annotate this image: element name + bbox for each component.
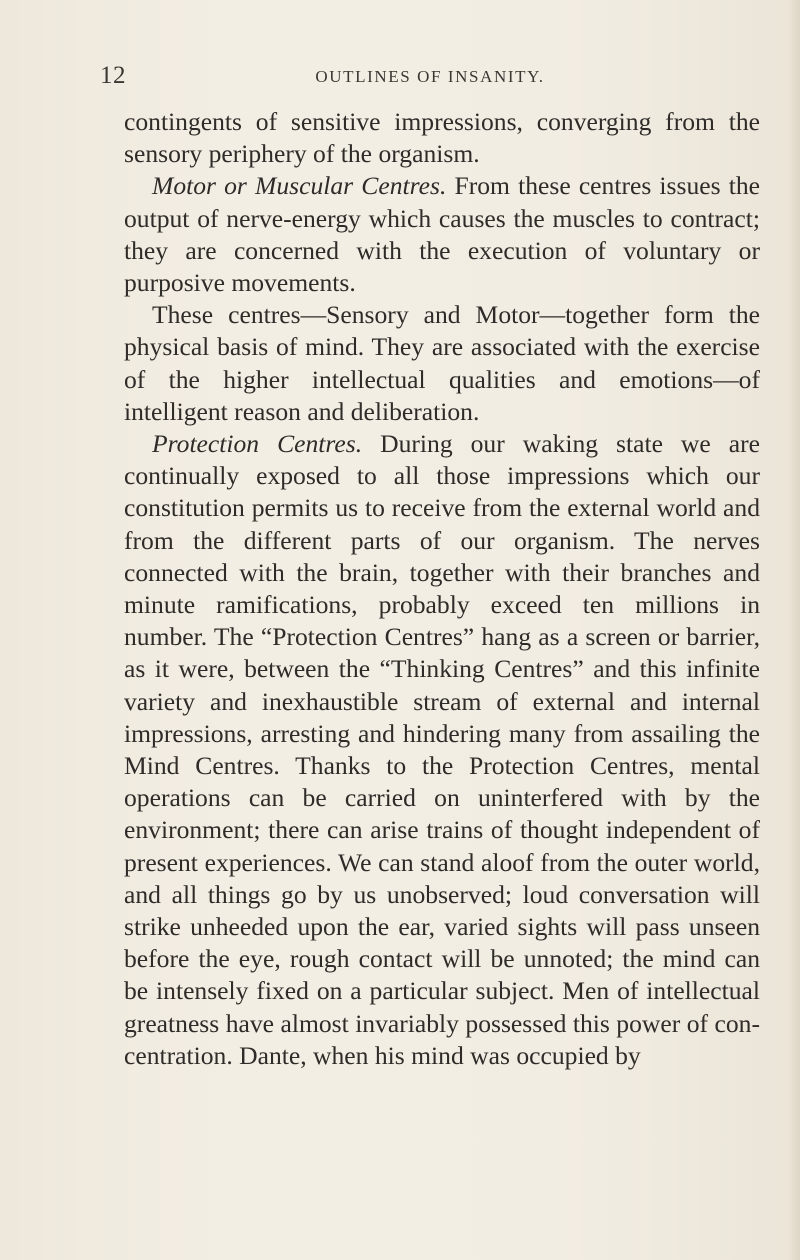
body-text: [124, 106, 760, 1072]
section-heading: Protection Centres.: [152, 429, 363, 459]
page-header: [100, 62, 760, 92]
paragraph-protection-centres: [124, 428, 760, 1072]
page-edge-shadow: [788, 0, 800, 1260]
paragraph-motor-centres: [124, 170, 760, 299]
running-title: OUTLINES OF INSANITY.: [315, 67, 545, 86]
page-number: 12: [100, 62, 126, 89]
paragraph-text: These centres—Sensory and Motor—together form the physical basis of mind. They are associated with the exercise of the higher intellectual qualities and emotions—of intelligent reason and deliberation.: [124, 300, 760, 426]
paragraph-continuation: [124, 106, 760, 170]
paragraph-text: From these centres issues the output of nerve-energy which causes the muscles to contract; they are concerned with the execution of voluntary or purposive movements.: [124, 171, 760, 298]
paragraph-text: During our waking state we are continually exposed to all those impressions which our constitution permits us to receive from the external world and from the different parts of our organism. The nerves connected with the brain, together with their branches and minute ramifications, probably exceed ten millions in number. The “Protection Centres” hang as a screen or barrier, as it were, between the “Thinking Centres” and this infinite variety and inexhaustible stream of external and internal impressions, arresting and hindering many from assailing the Mind Centres. Thanks to the Protection Centres, mental operations can be carried on uninterfered with by the environment; there can arise trains of thought independent of present experiences. We can stand aloof from the outer world, and all things go by us unobserved; loud conversation will strike unheeded upon the ear, varied sights will pass unseen before the eye, rough contact will be unnoted; the mind can be intensely fixed on a particular subject. Men of intellectual greatness have almost invariably possessed this power of concentration. Dante, when his mind was occupied by: [124, 429, 760, 1070]
section-heading: Motor or Muscular Centres.: [152, 171, 447, 201]
paragraph-sensory-motor: [124, 299, 760, 428]
paragraph-text: contingents of sensitive impressions, converging from the sensory periphery of the organism.: [124, 107, 760, 169]
